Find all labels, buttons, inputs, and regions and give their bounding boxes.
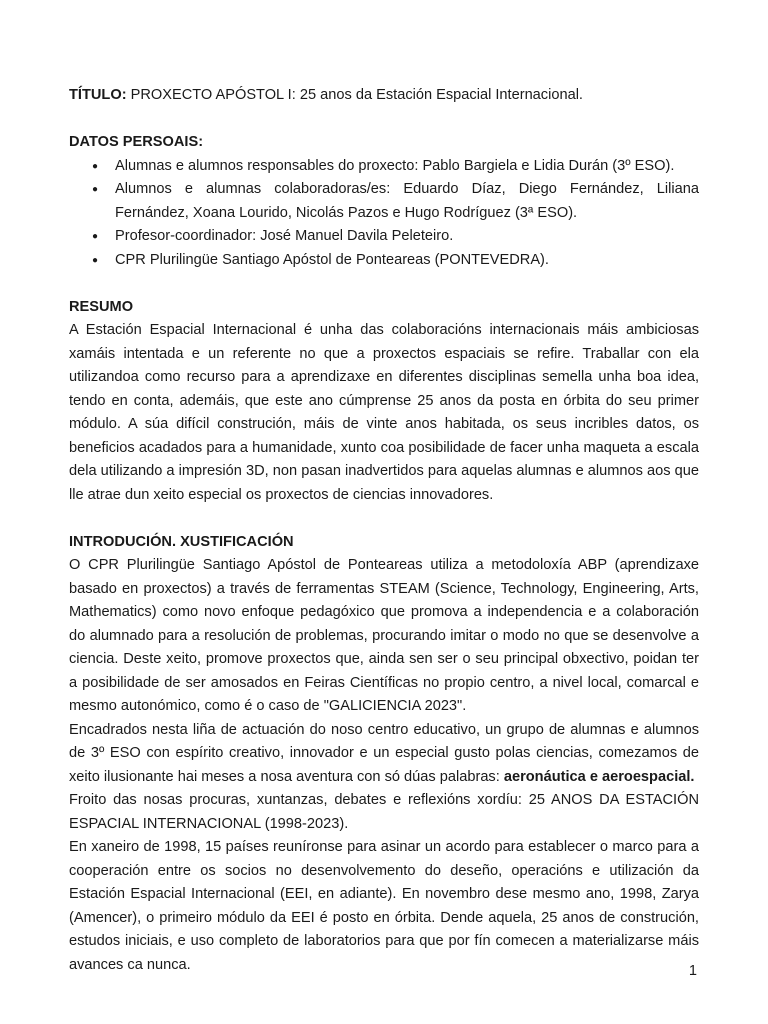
document-page (69, 84, 699, 977)
bullet-icon: ● (92, 254, 99, 266)
introduction-heading: INTRODUCIÓN. XUSTIFICACIÓN (69, 533, 294, 550)
list-item (69, 225, 699, 249)
list-item (69, 155, 699, 179)
document-title (69, 84, 699, 108)
spacer (69, 507, 699, 531)
list-item-text: Alumnas e alumnos responsables do proxecto: Pablo Bargiela e Lidia Durán (3º ESO). (115, 157, 675, 174)
bullet-icon: ● (92, 231, 99, 242)
title-text: PROXECTO APÓSTOL I: 25 anos da Estación Espacial Internacional. (126, 87, 583, 103)
summary-heading: RESUMO (69, 298, 134, 315)
introduction-paragraph-1: O CPR Plurilingüe Santiago Apóstol de Ponteareas utiliza a metodoloxía ABP (aprendizaxe basado en proxectos) a través de ferramentas STEAM (Science, Technology, Engineering, Arts, Mathematics) como novo enfoque pedagóxico que promova a independencia e a colaboración do alumnado para a resolución de problemas, procurando imitar o modo no que se desenvolve a ciencia. Deste xeito, promove proxectos que, ainda sen ser o seu principal obxectivo, poidan ter a posibilidade de ser amosados en Feiras Científicas no propio centro, a nivel local, comarcal e mesmo autonómico, como é o caso de "GALICIENCIA 2023". (69, 557, 699, 714)
summary-paragraph: A Estación Espacial Internacional é unha das colaboracións internacionais máis ambiciosas xamáis intentada e un referente no que a proxectos espaciais se refire. Traballar con ela utilizandoa como recurso para a aprendizaxe en diferentes disciplinas semella unha boa idea, tendo en conta, ademáis, que este ano cúmprense 25 anos da posta en órbita do seu primer módulo. A súa difícil construción, máis de vinte anos habitada, os seus incribles datos, os beneficios acadados para a humanidade, xunto coa posibilidade de facer unha maqueta a escala dela utilizando a impresión 3D, non pasan inadvertidos para aquelas alumnas e alumnos aos que lle atrae dun xeito especial os proxectos de ciencias innovadores. (69, 322, 699, 503)
list-item (69, 178, 699, 225)
list-item-text: Alumnos e alumnas colaboradoras/es: Eduardo Díaz, Diego Fernández, Liliana Fernández, Xoana Lourido, Nicolás Pazos e Hugo Rodríguez (3ª ESO). (115, 181, 699, 221)
paragraph-text: Encadrados nesta liña de actuación do noso centro educativo, un grupo de alumnas e alumnos de 3º ESO con espírito creativo, innovador e un especial gusto polas ciencias, comezamos de xeito ilusionante hai meses a nosa aventura con só dúas palabras: (69, 721, 699, 785)
introduction-paragraph-3: Froito das nosas procuras, xuntanzas, debates e reflexións xordíu: 25 ANOS DA ESTACIÓN ESPACIAL INTERNACIONAL (1998-2023). (69, 792, 699, 832)
list-item-text: CPR Plurilingüe Santiago Apóstol de Ponteareas (PONTEVEDRA). (115, 251, 549, 268)
personal-data-heading: DATOS PERSOAIS: (69, 134, 204, 150)
bullet-icon: ● (92, 184, 99, 195)
title-label: TÍTULO: (69, 87, 127, 103)
emphasis-text: aeronáutica e aeroespacial. (503, 768, 695, 785)
introduction-paragraph-4: En xaneiro de 1998, 15 países reuníronse para asinar un acordo para establecer o marco para a cooperación entre os socios no desenvolvemento do deseño, operacións e utilización da Estación Espacial Internacional (EEI, en adiante). En novembro dese mesmo ano, 1998, Zarya (Amencer), o primeiro módulo da EEI é posto en órbita. Dende aquela, 25 anos de construción, estudos iniciais, e uso completo de laboratorios para que por fín comecen a materializarse máis avances ca nunca. (69, 839, 699, 973)
spacer (69, 108, 699, 132)
page-number: 1 (688, 963, 697, 979)
introduction-paragraph-2 (69, 719, 699, 790)
spacer (69, 272, 699, 296)
bullet-icon: ● (92, 160, 99, 172)
list-item (69, 249, 699, 273)
list-item-text: Profesor-coordinador: José Manuel Davila Peleteiro. (115, 228, 454, 244)
personal-data-list (69, 155, 699, 273)
